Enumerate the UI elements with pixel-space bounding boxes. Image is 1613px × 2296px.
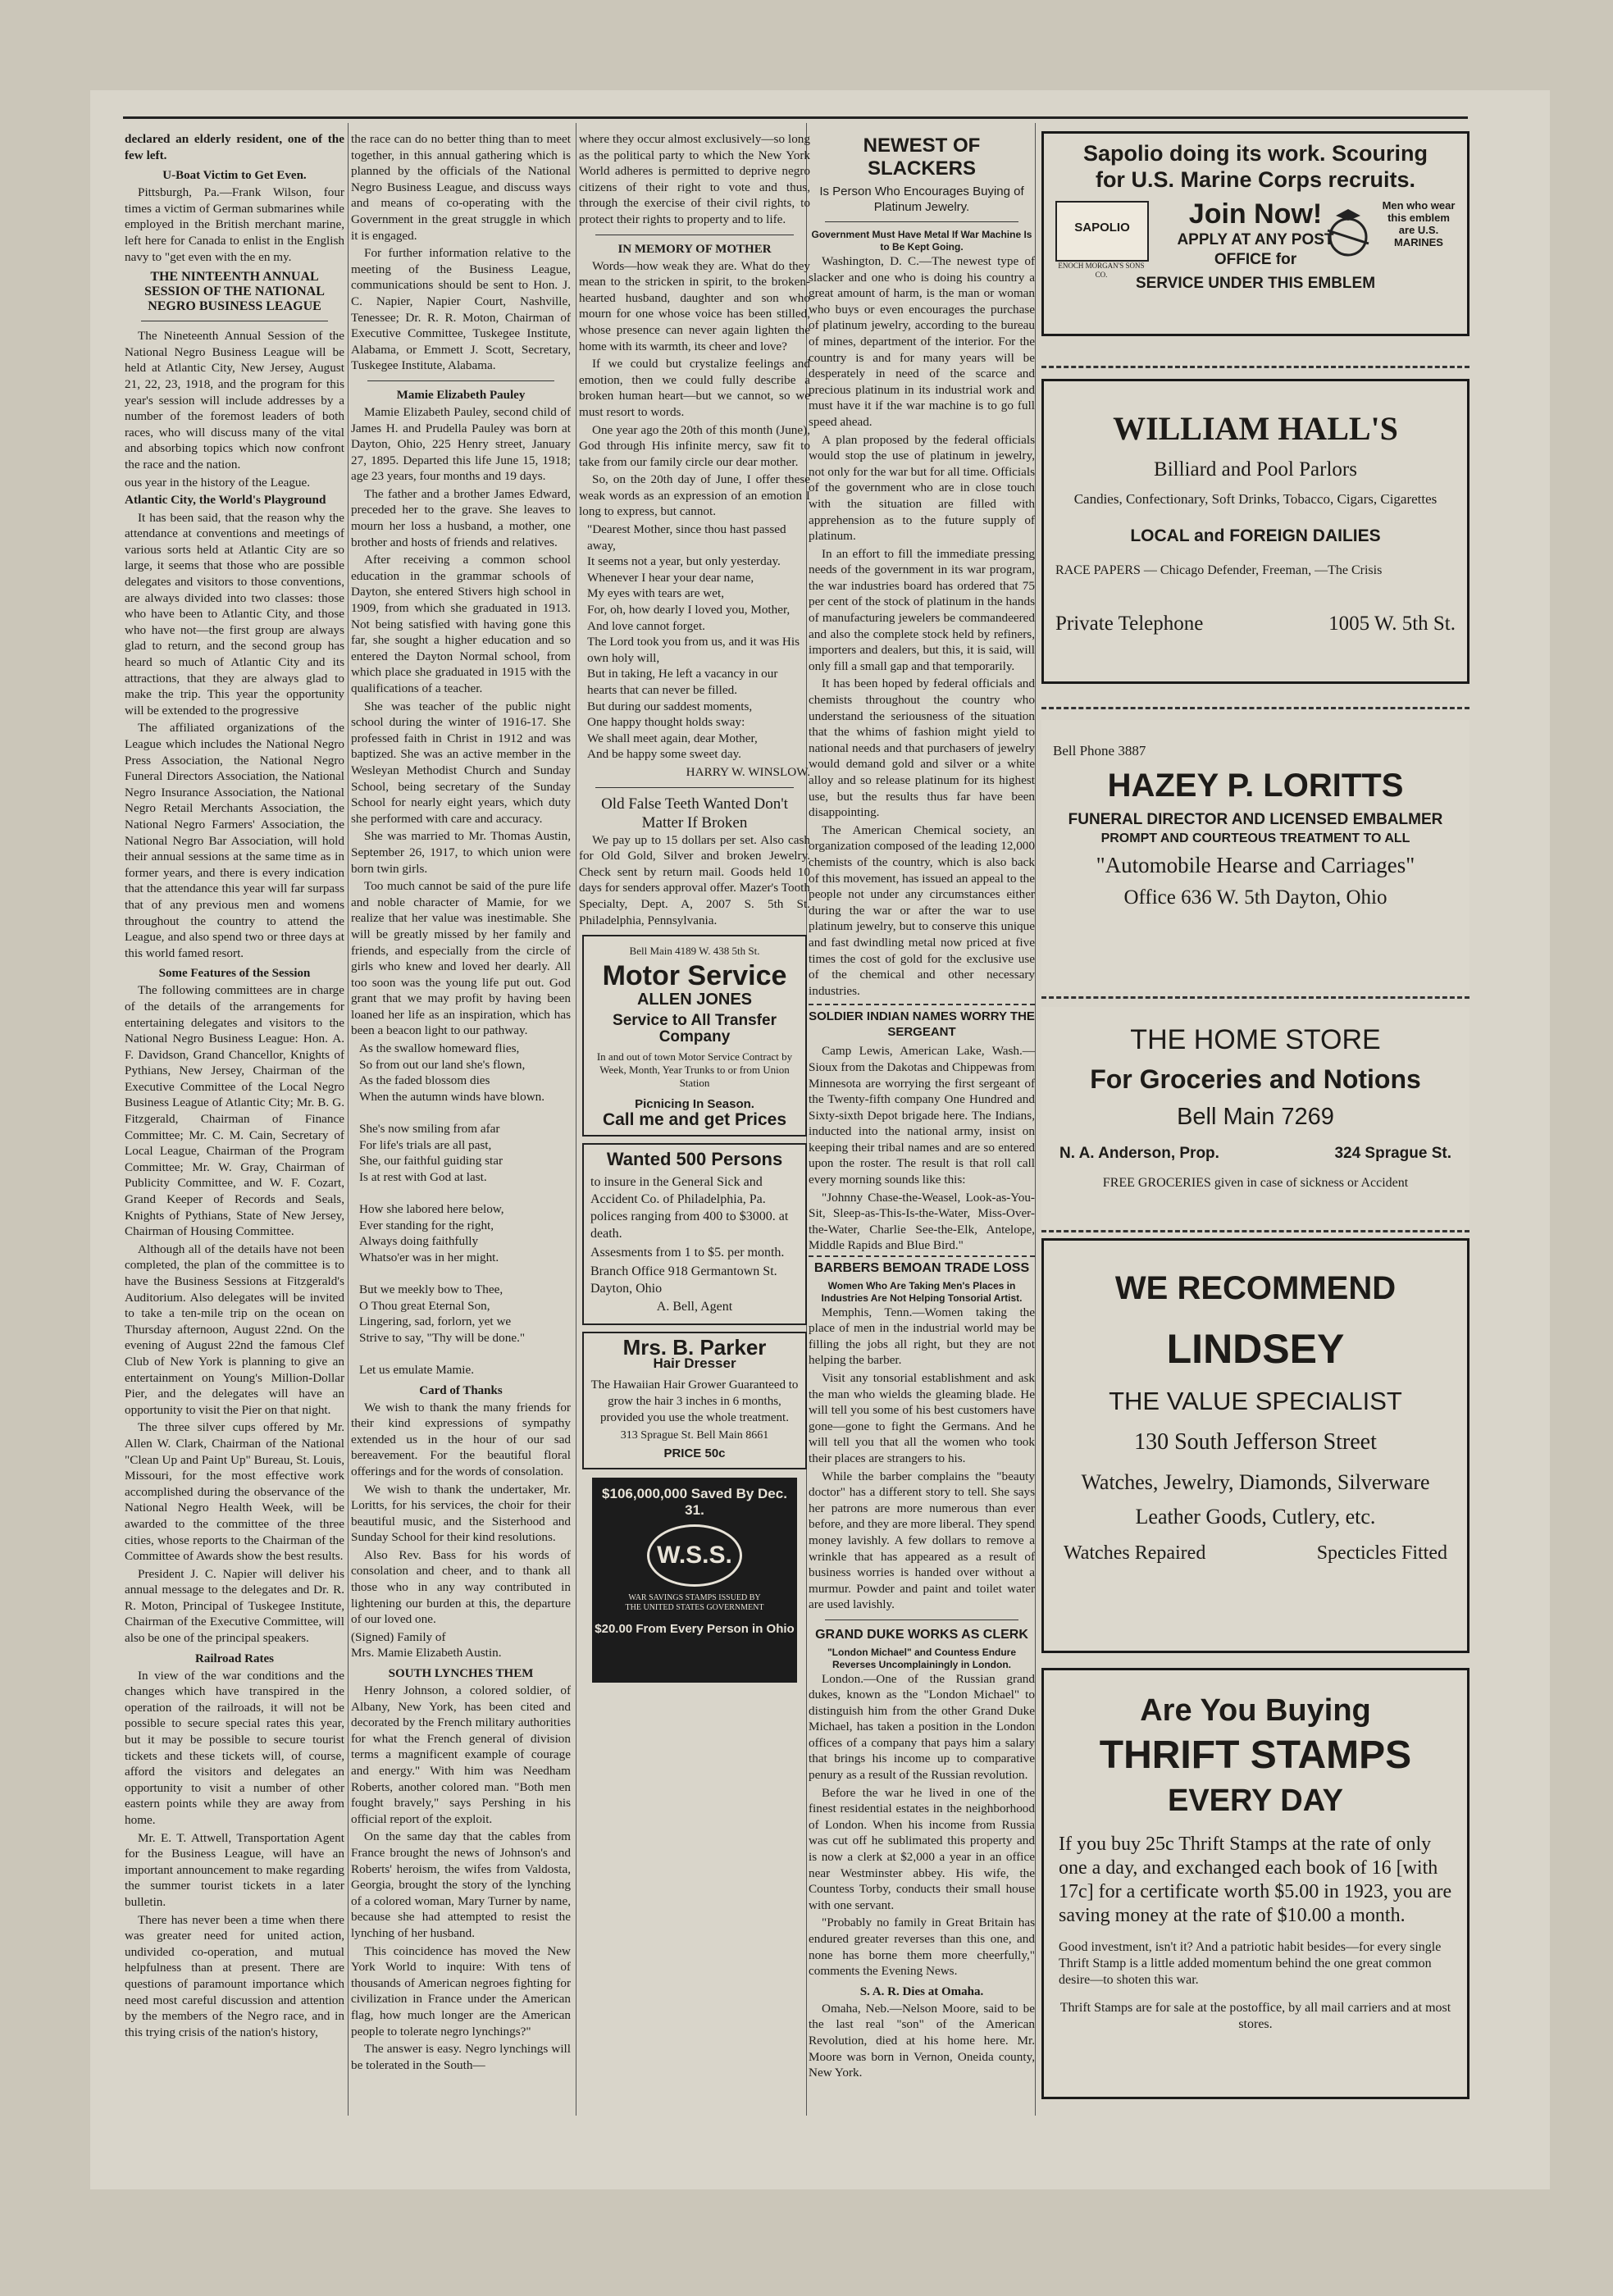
wss-top: $106,000,000 Saved By Dec. 31. [602,1486,787,1518]
thrift-stamps-ad [1041,1668,1469,2099]
divider [1041,707,1469,709]
subheading: Railroad Rates [195,1651,274,1665]
hall-sub: Billiard and Pool Parlors [1154,458,1357,481]
paragraph: the race can do no better thing than to meet together, in this annual gathering which is planned by the officials of the National Negro Business League, and discuss ways and means of co-operating with the Government in the great struggle in which it is engaged. [351,132,571,243]
home-addr: 324 Sprague St. [1334,1145,1451,1162]
motor-title: Motor Service [602,959,787,991]
william-hall-ad [1041,379,1469,684]
paragraph: While the barber complains the "beauty doctor" has a different story to tell. She says her patrons are more numerous than ever before, and they are more liberal. They spend money lavishly. A few dollars to remove a wrinkle that has appeared as a result of business worries is handed over without a murmur. Powder and paint and toilet water are used lavishly. [809,1469,1035,1612]
wanted-agent: A. Bell, Agent [656,1300,733,1314]
thrift-sale: Thrift Stamps are for sale at the postoffice, by all mail carriers and at most stores. [1059,2001,1451,2031]
column-rule [348,123,349,2116]
obituary-headline: Mamie Elizabeth Pauley [396,388,526,402]
slacker-headline: NEWEST OF SLACKERS [863,134,981,180]
loritts-phone: Bell Phone 3887 [1053,743,1146,758]
lindsey-addr: 130 South Jefferson Street [1134,1429,1377,1455]
lindsey-rec: WE RECOMMEND [1114,1270,1397,1306]
column-4 [809,131,1035,2116]
paragraph: So, on the 20th day of June, I offer these weak words as an expression of an emotion I long to express, but cannot. [579,472,810,519]
hall-name: WILLIAM HALL'S [1113,410,1398,447]
wss-logo: W.S.S. [647,1524,742,1587]
motor-tag: Service to All Transfer Company [613,1012,777,1046]
paragraph: "Probably no family in Great Britain has endured greater reverses than this one, and none has borne them more cheerfully," comments the Evening News. [809,1916,1035,1979]
duke-headline: GRAND DUKE WORKS AS CLERK [815,1627,1028,1642]
wanted-office: Branch Office 918 Germantown St. Dayton, Ohio [590,1264,777,1296]
lindsey-ad [1041,1238,1469,1653]
parker-price: PRICE 50c [663,1446,726,1460]
divider [1041,996,1469,999]
subheading: Some Features of the Session [158,967,311,981]
sapolio-marine-ad [1041,131,1469,336]
paragraph: Too much cannot be said of the pure life and noble character of Mamie, for we realize that her value was inestimable. She will be greatly missed by her family and friends, and especially from the circle of girls who knew and loved her dearly. All too soon was the young life put out. God grant that we may profit by having been loaned her life as an inspiration, which has been a beacon light to our pathway. [351,879,571,1038]
paragraph: This coincidence has moved the New York World to inquire: With tens of thousands of American negroes fighting for civilization in France under the American flag, how much longer are the American people to tolerate negro lynchings?" [351,1943,571,2039]
paragraph: Henry Johnson, a colored soldier, of Albany, New York, has been cited and decorated by the French military authorities for what the French general of division terms a magnificent example of courage and energy." With him was Needham Roberts, another colored man. "Both men fought bravely," says Pershing in his official report of the exploit. [351,1683,571,1826]
column-3 [579,131,810,2116]
lindsey-spectacles: Specticles Fitted [1316,1542,1447,1564]
wanted-assess: Assesments from 1 to $5. per month. [590,1246,785,1260]
hall-line: Candies, Confectionary, Soft Drinks, Tobacco, Cigars, Cigarettes [1073,491,1438,507]
uboat-headline: U-Boat Victim to Get Even. [162,169,307,183]
hall-footer [1055,613,1456,636]
divider [1041,366,1469,368]
parker-name: Mrs. B. Parker [622,1334,767,1360]
paragraph: Mamie Elizabeth Pauley, second child of James H. and Prudella Pauley was born at Dayton, Ohio, 225 Henry street, January 27, 1895. Departed this life June 15, 1918; age 23 years, four months and 19 days. [351,404,571,484]
paragraph: In an effort to fill the immediate pressing needs of the government in its war program, the war industries board has ordered that 75 per cent of the stock of platinum in the hands of manufacturing jewelers be commandeered and also the complete stock held by refiners, importers and dealers, but this, it is said, will only fill a small gap and that temporarily. [809,546,1035,673]
lindsey-name: LINDSEY [1166,1326,1345,1372]
paragraph: Mr. E. T. Attwell, Transportation Agent for the Business League, will have an important announcement to make regarding the summer tourist tickets in a later bulletin. [125,1830,344,1909]
paragraph: The Nineteenth Annual Session of the National Negro Business League will be held at Atlantic City, New Jersey, August 21, 22, 23, 1918, and the program for this year's session will include addresses by a number of the foremost leaders of both races, who will discuss many of the vital and absorbing topics which now confront the race and the nation. [125,329,344,472]
motor-call: Call me and get Prices [602,1110,787,1130]
divider [1041,1230,1469,1232]
loritts-prompt: PROMPT AND COURTEOUS TREATMENT TO ALL [1100,831,1410,845]
poem: As the swallow homeward flies, So from out our land she's flown, As the faded blossom dies When the autumn winds have blown. She's now smiling from afar For life's trials are all past, She, our faithful guiding star Is at rest with God at last. How she labored here below, Ever standing for the right, Always doing faithfully Whatso'er was in her might. But we meekly bow to Thee, O Thou great Eternal Son, Lingering, sad, forlorn, yet we Strive to say, "Thy will be done." Let us emulate Mamie. [359,1041,545,1377]
divider [809,1004,1035,1005]
hall-dailies: LOCAL and FOREIGN DAILIES [1130,526,1381,545]
paragraph: where they occur almost exclusively—so long as the political party to which the New York World adheres is permitted to deprive negro citizens of their right to vote and thus, through the exercise of their civil rights, to protect their rights to property and to life. [579,132,810,226]
divider [595,787,794,788]
paragraph: A plan proposed by the federal officials would stop the use of platinum in jewelry, not only for the war but for all time. Officials of the government who are in close touch with the situation are filled with apprehension as to the future supply of platinum. [809,432,1035,544]
paragraph: The three silver cups offered by Mr. Allen W. Clark, Chairman of the National "Clean Up and Paint Up" Bureau, St. Louis, Missouri, for the most effective work accomplished during the observance of the National Negro Health Week, will be awarded to the committee of the three cities, whose reports to the Chairman of the Committee of Awards show the best results. [125,1420,344,1564]
loritts-name: HAZEY P. LORITTS [1107,768,1404,804]
lindsey-repair: Watches Repaired [1064,1542,1206,1564]
paragraph: It has been hoped by federal officials and chemists throughout the country who understand the seriousness of the situation that the whims of fashion might yield to national needs and that purchasers of jewelry would demand gold and silver or a white alloy and so release platinum for its highest use, but the results thus far have been disappointing. [809,676,1035,820]
sar-headline: S. A. R. Dies at Omaha. [859,1984,984,1998]
loritts-role: FUNERAL DIRECTOR AND LICENSED EMBALMER [1068,811,1443,828]
thrift-good: Good investment, isn't it? And a patriotic habit besides—for every single Thrift Stamp is a little added momentum behind the one great common desire—to shoten this war. [1059,1940,1442,1987]
paragraph: "Johnny Chase-the-Weasel, Look-as-You-Sit, Sleep-as-This-Is-the-Water, Miss-Over-the-Water, Charlie See-the-Elk, Antelope, Middle Rapids and Blue Bird." [809,1190,1035,1253]
home-footer [1050,1145,1461,1163]
barber-headline: BARBERS BEMOAN TRADE LOSS [813,1261,1030,1276]
fragment-text: declared an elderly resident, one of the few left. [125,132,344,162]
war-savings-stamp-ad [592,1478,797,1683]
paragraph: The father and a brother James Edward, preceded her to the grave. She leaves to mourn her loss a husband, a mother, one brother and hosts of friends and relatives. [351,486,571,549]
divider [367,380,554,381]
sapolio-box-image [1055,201,1149,262]
sapolio-join: Join Now! [1188,198,1323,230]
wanted-title: Wanted 500 Persons [606,1148,783,1169]
paragraph: The answer is easy. Negro lynchings will be tolerated in the South— [351,2042,571,2072]
loritts-auto: "Automobile Hearse and Carriages" [1096,853,1415,877]
paragraph: Visit any tonsorial establishment and ask the man who wields the gleaming blade. He will tell you some of his best customers have gone—gone to fight the Germans. And he will tell you that all the women who took their places are strangers to his. [809,1371,1035,1465]
column-rule [1035,123,1036,2116]
paragraph: The following committees are in charge of the details of the arrangements for entertaining delegates and visitors to the National Negro Business League: Hon. A. F. Davidson, Grand Chancellor, Knights of Pythians, New Jersey, Chairman of the Executive Committee of the Local Negro Business League of Atlantic City; Mr. B. G. Fitzgerald, Chairman of Finance Committee; Mr. C. M. Cain, Secretary of Local League, Chairman of the Program Committee; Mr. W. Gray, Chairman of Publicity Committee, and W. F. Cozart, Grand Keeper of Records and Seals, Knights of Pythians, State of New Jersey, Chairman of Housing Committee. [125,983,344,1239]
marine-emblem-icon [1319,206,1377,263]
sapolio-box-label: SAPOLIO [1074,221,1130,235]
paragraph: It has been said, that the reason why the attendance at conventions and meetings of various sorts held at Atlantic City are so large, it seems that those who are possible delegates and visitors to those conventions, are always divided into two classes: those who have been to Atlantic City, and those who have not—the first group are always glad to return, and the second group has heard so much of Atlantic City and its attractions, that they are always glad to make the trip. This year the opportunity will be extended to the progressive [125,510,344,718]
motor-picnic: Picnicing In Season. [635,1096,754,1111]
hall-race: RACE PAPERS — Chicago Defender, Freeman, —The Crisis [1055,563,1383,577]
paragraph: If we could but crystalize feelings and emotion, then we could fully describe a broken human heart—but we cannot, so we must resort to words. [579,357,810,419]
parker-role: Hair Dresser [653,1355,736,1372]
loritts-office: Office 636 W. 5th Dayton, Ohio [1123,886,1387,909]
column-2 [351,131,571,2116]
lindsey-line1: Watches, Jewelry, Diamonds, Silverware [1081,1470,1430,1494]
barber-sub: Women Who Are Taking Men's Places in Industries Are Not Helping Tonsorial Artist. [821,1279,1023,1304]
paragraph: ous year in the history of the League. [125,475,311,490]
motor-text: In and out of town Motor Service Contract by Week, Month, Year Trunks to or from Union Station [596,1050,793,1089]
paragraph: Words—how weak they are. What do they mean to the stricken in spirit, to the broken-hearted husband, daughter and son who mourn for one whose voice has been stilled, whose presence can never again lighten the home with its warmth, its cheer and love? [579,258,810,353]
paragraph: Also Rev. Bass for his words of consolation and cheer, and to thank all those who in any way contributed in lightening our burden at this, the departure of our loved one. [351,1547,571,1627]
hall-addr: 1005 W. 5th St. [1328,613,1456,635]
divider [809,1255,1035,1257]
poem: "Dearest Mother, since thou hast passed away, It seems not a year, but only yesterday. Whenever I hear your dear name, My eyes with tears are wet, For, oh, how dearly I loved you, Mother, And love cannot forget. The Lord took you from us, and it was His own holy will, But in taking, He left a vacancy in our hearts that can never be filled. But during our saddest moments, One happy thought holds sway: We shall meet again, dear Mother, And be happy some sweet day. [587,522,800,762]
sapolio-men: Men who wear this emblem are U.S. MARINES [1382,199,1456,248]
wss-small: WAR SAVINGS STAMPS ISSUED BY THE UNITED STATES GOVERNMENT [625,1593,764,1613]
paragraph: Washington, D. C.—The newest type of slacker and one who is doing his country a great amount of harm, is the man or woman who buys or even encourages the purchase of platinum jewelry, according to the bureau of mines, department of the interior. For the country is and for many years will be desperately in need of the scarce and precious platinum in its industrial work and must have it if the war machine is to go full speed ahead. [809,254,1035,429]
paragraph: The affiliated organizations of the League which includes the National Negro Press Association, the National Negro Funeral Directors Association, the National Negro Insurance Association, the National Negro Retail Merchants Association, the National Negro Farmers' Association, the National Negro Bar Association, will hold their annual sessions at the same time as in former years, and there is every indication that the attendance this year will far surpass that of any previous men and womens throughout the country to attend the League, and also spend two or three days at this world famed resort. [125,721,344,960]
hall-phone: Private Telephone [1055,613,1204,635]
paragraph: Camp Lewis, American Lake, Wash.—Sioux from the Dakotas and Chippewas from Minnesota are worrying the first sergeant of the Twenty-fifth company One Hundred and Sixty-sixth Depot brigade here. The Indians, inducted into the national army, insist on keeping their tribal names and are so entered upon the roster. The result is that roll call every morning sounds like this: [809,1044,1035,1187]
memory-headline: IN MEMORY OF MOTHER [617,242,772,256]
session-headline: THE NINTEENTH ANNUAL SESSION OF THE NATIONAL NEGRO BUSINESS LEAGUE [144,270,325,314]
teeth-text: We pay up to 15 dollars per set. Also cash for Old Gold, Silver and broken Jewelry. Check sent by return mail. Goods held 10 days for senders approval offer. Mazer's Tooth Specialty, Dept. A, 2007 S. 5th St. Philadelphia, Pennsylvania. [579,832,810,927]
home-sub: For Groceries and Notions [1090,1064,1421,1094]
paragraph: There has never been a time when there was greater need for united action, undivided co-operation, and mutual helpfulness than at present. There are questions of paramount importance which need most careful discussion and attention by the members of the Negro race, and in this trying crisis of the nation's history, [125,1912,344,2039]
home-store-ad [1041,1007,1469,1237]
motor-service-ad [582,935,807,1137]
signature: (Signed) Family of Mrs. Mamie Elizabeth Austin. [351,1629,502,1660]
uboat-text: Pittsburgh, Pa.—Frank Wilson, four times a victim of German submarines while employed in the British merchant marine, left here for Canada to enlist in the English navy to "get even with the en my. [125,185,344,264]
paragraph: We wish to thank the many friends for their kind expressions of sympathy extended us in the hour of our sad bereavement. For the beautiful floral offerings and for the words of consolation. [351,1400,571,1478]
paragraph: One year ago the 20th of this month (June), God through His infinite mercy, saw fit to take from our family circle our dear mother. [579,422,810,469]
teeth-headline: Old False Teeth Wanted Don't Matter If Broken [601,795,788,831]
paragraph: Omaha, Neb.—Nelson Moore, said to be the last real "son" of the American Revolution, died at his home here. Mr. Moore was born in Vernon, Oneida county, New York. [809,2001,1035,2080]
paragraph: She was teacher of the public night school during the winter of 1916-17. She professed faith in Christ in 1912 and was baptized. She was an active member in the Wesleyan Methodist Church and Sunday School, being secretary of the Sunday School for nearly eight years, which duty she performed with care and accuracy. [351,699,571,826]
thrift-every: EVERY DAY [1167,1784,1344,1818]
column-1 [125,131,344,2116]
subheading: Atlantic City, the World's Playground [125,493,326,508]
sapolio-line1: Sapolio doing its work. Scouring [1082,141,1428,166]
paragraph: For further information relative to the meeting of the Business League, communications should be sent to Hon. J. C. Napier, Napier Court, Nashville, Tenessee; Dr. R. R. Moton, Chairman of Executive Committee, Tuskegee Institute, Alabama, or Emmett J. Scott, Secretary, Tuskegee Institute, Alabama. [351,246,571,373]
paragraph: She was married to Mr. Thomas Austin, September 26, 1917, to which union were born twin girls. [351,829,571,876]
lindsey-line2: Leather Goods, Cutlery, etc. [1135,1505,1376,1528]
motor-owner: ALLEN JONES [636,990,753,1009]
wanted-text: to insure in the General Sick and Accident Co. of Philadelphia, Pa. polices ranging from 400 to $3000. at death. [590,1175,789,1241]
top-rule [123,116,1468,119]
divider [825,221,1018,222]
paragraph: The American Chemical society, an organization composed of the leading 12,000 chemists of the country, which is also back of this movement, has issued an appeal to the people not under any circumstances either during the war or after the war to use platinum jewelry, but to conserve this unique and fast dwindling metal now priced at five times the cost of gold for the exclusive use of the chemical and other necessary industries. [809,822,1035,998]
thrift-question: Are You Buying [1140,1693,1371,1728]
paragraph: Before the war he lived in one of the finest residential estates in the neighborhood of London. When his income from Russia was cut off he sublimated this property and is now a clerk at $2,000 a year in an office near Westminster abbey. His wife, the Countess Torby, conducts their small house with one servant. [809,1785,1035,1912]
paragraph: On the same day that the cables from France brought the news of Johnson's and Roberts' heroism, the wifes from Valdosta, Georgia, brought the story of the lynching of a colored woman, Mary Turner by name, because she had attempted to resist the lynching of her husband. [351,1829,571,1940]
home-name: THE HOME STORE [1130,1024,1381,1055]
sapolio-apply: APPLY AT ANY POST OFFICE for [1177,231,1334,268]
parker-ad [582,1332,807,1469]
sapolio-line2: for U.S. Marine Corps recruits. [1095,167,1416,192]
lynch-headline: SOUTH LYNCHES THEM [388,1667,534,1681]
paragraph: President J. C. Napier will deliver his annual message to the delegates and Dr. R. R. Moton, Principal of Tuskegee Institute, Chairman of the Executive Committee, will also be one of the principal speakers. [125,1566,344,1646]
slacker-sub2: Government Must Have Metal If War Machine Is to Be Kept Going. [811,229,1032,253]
slacker-sub: Is Person Who Encourages Buying of Platinum Jewelry. [819,184,1024,214]
thrift-title: THRIFT STAMPS [1099,1733,1412,1777]
paragraph: After receiving a common school education in the grammar schools of Dayton, she entered Stivers high school in 1909, from which she graduated in 1913. Not being satisfied with having gone this far, she sought a higher education and so entered the Dayton Normal school, from which place she graduated in 1915 with the qualifications of a teacher. [351,553,571,695]
parker-addr: 313 Sprague St. Bell Main 8661 [620,1429,769,1442]
home-prop: N. A. Anderson, Prop. [1059,1145,1219,1162]
insurance-ad [582,1143,807,1325]
thrift-text: If you buy 25c Thrift Stamps at the rate of only one a day, and exchanged each book of 16 [with 17c] for a certificate worth $5.00 in 1923, you are saving money at the rate of $10.00 a month. [1059,1834,1452,1926]
lindsey-spec: THE VALUE SPECIALIST [1109,1387,1402,1415]
paragraph: Although all of the details have not been completed, the plan of the committee is to have the Business Sessions at Fitzgerald's Auditorium. Also delegates will be invited to take a ten-mile trip on the ocean on Thursday afternoon, August 22nd. On the evening of August 22nd the famous Clef Club of New York is planning to give an entertainment on Young's Million-Dollar Pier, and the delegates will have an opportunity to visit the Pier on that night. [125,1241,344,1417]
home-free: FREE GROCERIES given in case of sickness or Accident [1102,1176,1409,1190]
home-phone: Bell Main 7269 [1177,1104,1334,1130]
paragraph: We wish to thank the undertaker, Mr. Loritts, for his services, the choir for their beautiful music, and the Sisterhood and Sunday School for their kind resolutions. [351,1482,571,1545]
paragraph: London.—One of the Russian grand dukes, known as the "London Michael" to distinguish him from the other Grand Duke Michael, has taken a position in the London offices of a company that pays him a salary that brings his income up to comparative penury as a result of the Russian revolution. [809,1671,1035,1783]
loritts-ad [1041,720,1469,992]
motor-phone: Bell Main 4189 W. 438 5th St. [629,945,760,958]
sapolio-service: SERVICE UNDER THIS EMBLEM [1135,275,1376,292]
duke-sub: "London Michael" and Countess Endure Reverses Uncomplainingly in London. [827,1646,1017,1670]
paragraph: Memphis, Tenn.—Women taking the place of men in the industrial world may be filling the jobs all right, but they are not helping the barber. [809,1305,1035,1368]
parker-text: The Hawaiian Hair Grower Guaranteed to grow the hair 3 inches in 6 months, provided you use the whole treatment. [590,1378,799,1425]
paragraph: In view of the war conditions and the changes which have transpired in the operation of the railroads, it will not be possible to secure special rates this year, but it may be possible to secure tourist tickets and these tickets will, of course, afford the visitors and delegates an opportunity to visit a number of other eastern points while they are away from home. [125,1668,344,1827]
thanks-headline: Card of Thanks [419,1383,503,1397]
signature: HARRY W. WINSLOW. [686,764,810,779]
indian-headline: SOLDIER INDIAN NAMES WORRY THE SERGEANT [809,1009,1035,1040]
sapolio-maker: ENOCH MORGAN'S SONS CO. [1058,262,1145,279]
lindsey-footer [1055,1542,1456,1565]
wss-bottom: $20.00 From Every Person in Ohio [595,1622,795,1637]
